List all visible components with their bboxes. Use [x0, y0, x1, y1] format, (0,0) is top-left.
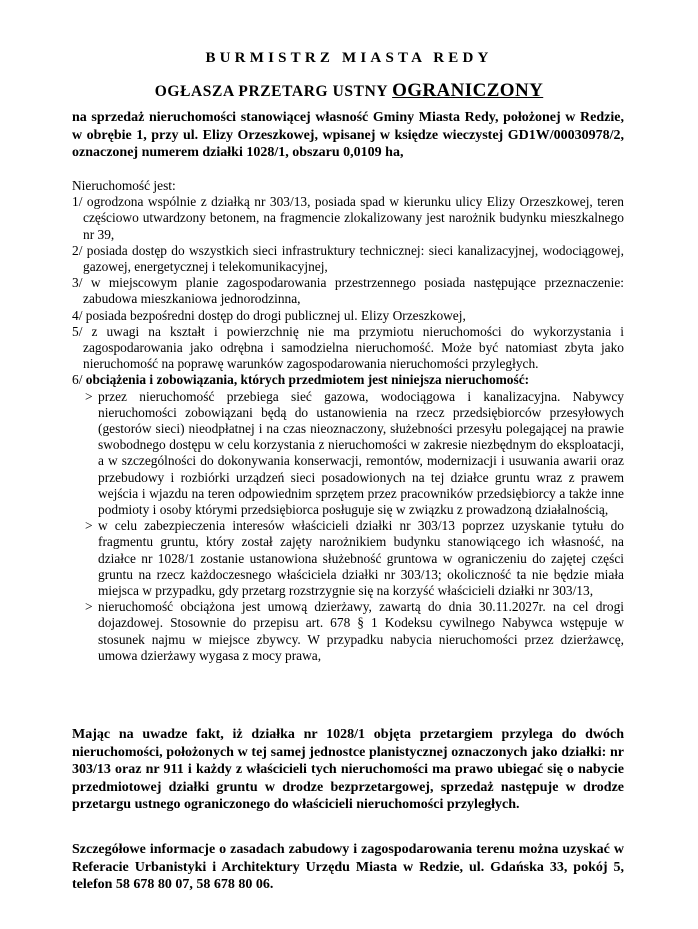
sub-item-text: nieruchomość obciążona jest umową dzierżawy, zawartą do dnia 30.11.2027r. na cel drogi dojazdowej. Stosownie do przepisu art. 678 § 1 Kodeksu cywilnego Nabywca wstępuje w stosunek najmu w miejsce zbywcy. W przypadku nabycia nieruchomości przez dzierżawcę, umowa dzierżawy wygasa z mocy prawa,: [98, 599, 624, 663]
item-text: ogrodzona wspólnie z działką nr 303/13, posiada spad w kierunku ulicy Elizy Orzeszkowej, teren częściowo utwardzony betonem, na fragmencie zlokalizowany jest narożnik budynku mieszkalnego nr 39,: [83, 194, 624, 242]
item-text: w miejscowym planie zagospodarowania przestrzennego posiada następujące przeznaczenie: zabudowa mieszkaniowa jednorodzinna,: [83, 275, 624, 307]
document-title: BURMISTRZ MIASTA REDY: [205, 50, 493, 66]
item-text: z uwagi na kształt i powierzchnię nie ma przymiotu nieruchomości do wykorzystania i zagospodarowania jako odrębna i samodzielna nieruchomość. Może być natomiast zbyta jako nieruchomość na poprawę warunków zagospodarowania nieruchomości przyległych.: [83, 323, 624, 372]
item-number: 3/: [72, 275, 83, 291]
section-label: Nieruchomość jest:: [72, 178, 176, 193]
list-item: [72, 275, 624, 307]
item-text: obciążenia i zobowiązania, których przedmiotem jest niniejsza nieruchomość:: [85, 372, 530, 388]
contact-info-paragraph: Szczegółowe informacje o zasadach zabudowy i zagospodarowania terenu można uzyskać w Referacie Urbanistyki i Architektury Urzędu Miasta w Redzie, ul. Gdańska 33, pokój 5, telefon 58 678 80 07, 58 678 80 06.: [72, 842, 624, 892]
sub-item-text: przez nieruchomość przebiega sieć gazowa, wodociągowa i kanalizacyjna. Nabywcy nieruchomości zobowiązani będą do ustanowienia na rzecz przedsiębiorców przesyłowych (gestorów sieci) nieodpłatnej i na czas nieoznaczony, służebności przesyłu polegającej na prawie swobodnego dostępu w celu korzystania z nieruchomości w zakresie niezbędnym do eksploatacji, a w szczególności do dokonywania konserwacji, remontów, modernizacji i usuwania awarii oraz przebudowy i rozbiórki urządzeń sieci posadowionych na tej działce gruntu wraz z prawem wejścia i wjazdu na teren odpowiednim sprzętem przez pracowników przedsiębiorcy a także inne podmioty i osoby którymi przedsiębiorca posługuje się w związku z prowadzoną działalnością,: [98, 388, 624, 518]
item-number: 4/: [72, 307, 83, 323]
sub-item-text: w celu zabezpieczenia interesów właścicieli działki nr 303/13 poprzez uzyskanie tytułu do fragmentu gruntu, który został zajęty narożnikiem budynku stanowiącego ich własność, na działce nr 1028/1 zostanie ustanowiona służebność gruntowa w ograniczeniu do zajętej części gruntu na rzecz każdoczesnego właściciela działki nr 303/13; okoliczność ta nie będzie miała miejsca w przypadku, gdy przetarg rozstrzygnie się na korzyść właścicieli działki nr 303/13,: [98, 518, 624, 599]
item-number: 6/: [72, 372, 83, 388]
item-number: 5/: [72, 323, 83, 339]
item-text: posiada dostęp do wszystkich sieci infrastruktury technicznej: sieci kanalizacyjnej, wodociągowej, gazowej, energetycznej i telekomunikacyjnej,: [83, 242, 624, 275]
sub-list-item: [72, 389, 624, 519]
sale-reason-paragraph: Mając na uwadze fakt, iż działka nr 1028/1 objęta przetargiem przylega do dwóch nieruchomości, położonych w tej samej jednostce planistycznej oznaczonych jako działki: nr 303/13 oraz nr 911 i każdy z właścicieli tych nieruchomości ma prawo ubiegać się o nabycie przedmiotowej działki gruntu w drodze bezprzetargowej, sprzedaż następuje w drodze przetargu ustnego ograniczonego do właścicieli nieruchomości przyległych.: [72, 727, 624, 812]
subtitle-emphasis: OGRANICZONY: [392, 80, 544, 101]
arrow-marker: >: [85, 388, 93, 404]
property-description: [72, 178, 624, 664]
list-item: [72, 194, 624, 243]
list-item: [72, 243, 624, 275]
item-number: 1/: [72, 194, 83, 210]
intro-paragraph: na sprzedaż nieruchomości stanowiącej własność Gminy Miasta Redy, położonej w Redzie, w obrębie 1, przy ul. Elizy Orzeszkowej, wpisanej w księdze wieczystej GD1W/00030978/2, oznaczonej numerem działki 1028/1, obszaru 0,0109 ha,: [72, 110, 624, 160]
item-text: posiada bezpośredni dostęp do drogi publicznej ul. Elizy Orzeszkowej,: [85, 307, 466, 323]
sub-list-item: [72, 518, 624, 599]
arrow-marker: >: [85, 599, 93, 615]
arrow-marker: >: [85, 518, 93, 534]
list-item: [72, 308, 624, 324]
list-item: [72, 324, 624, 373]
list-item: [72, 372, 624, 388]
document-subtitle: [0, 80, 698, 102]
item-number: 2/: [72, 242, 83, 258]
sub-list-item: [72, 599, 624, 664]
subtitle-prefix: OGŁASZA PRZETARG USTNY: [154, 83, 393, 100]
